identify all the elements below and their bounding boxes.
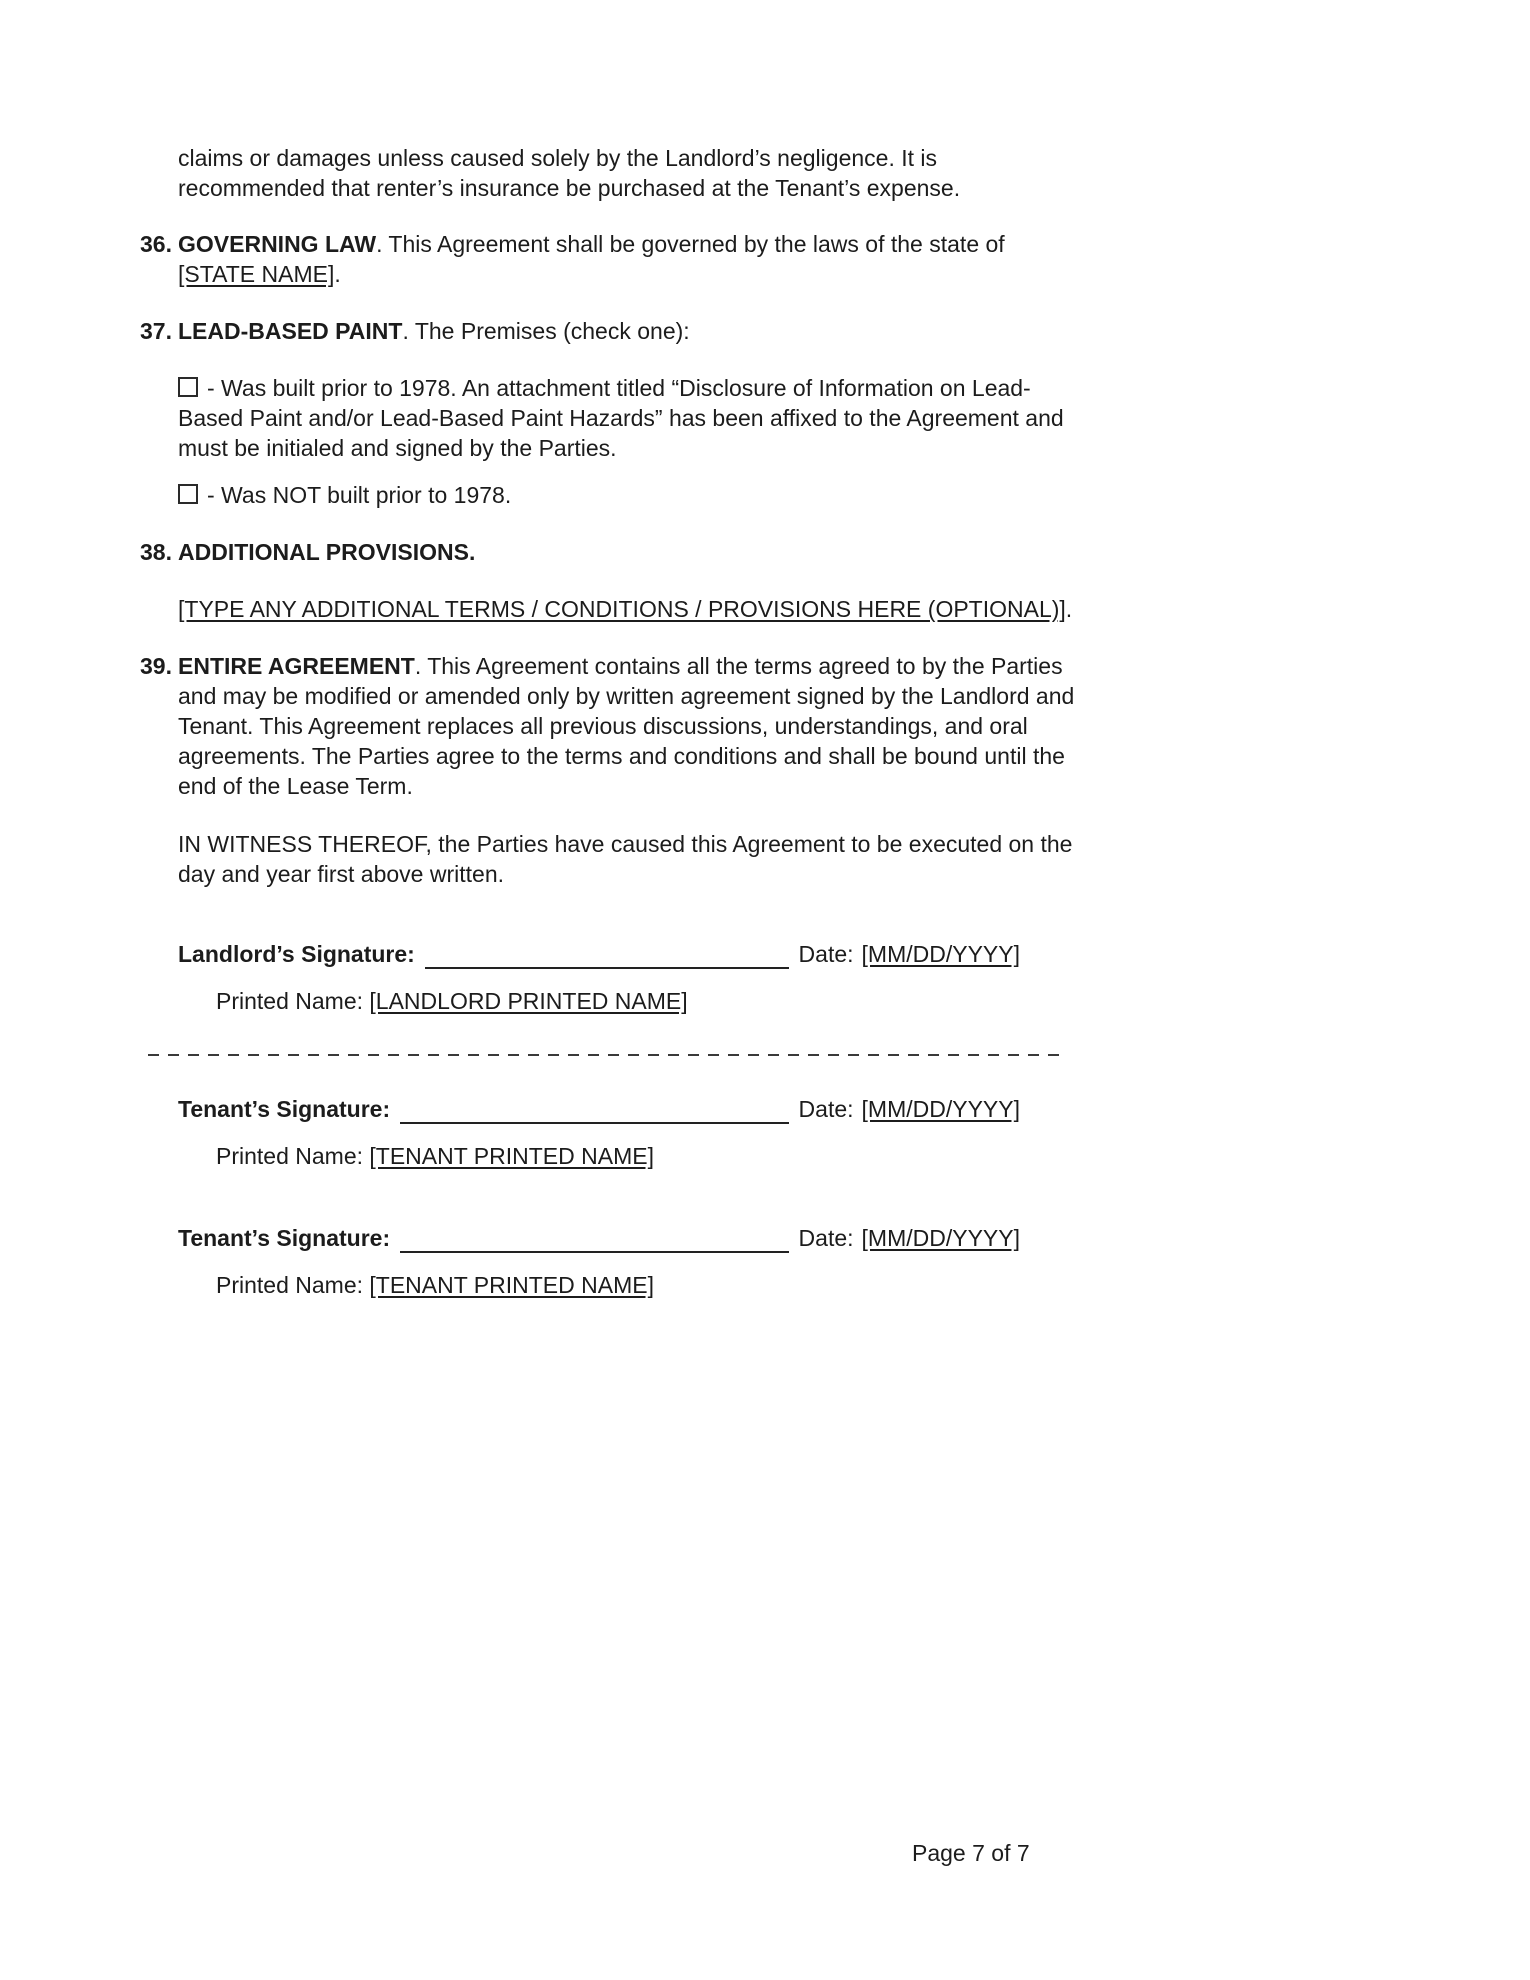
section-39-entire-agreement: [140, 651, 1080, 801]
landlord-printed-name-placeholder[interactable]: [LANDLORD PRINTED NAME]: [369, 988, 688, 1014]
section-36-tail: .: [334, 261, 341, 287]
section-37-body: . The Premises (check one):: [402, 318, 690, 344]
tenant-printed-name-row-2: [140, 1270, 1080, 1300]
section-39-title: ENTIRE AGREEMENT: [178, 653, 415, 679]
lead-paint-option-1-text: - Was built prior to 1978. An attachment titled “Disclosure of Information on Lead-Based Paint and/or Lead-Based Paint Hazards” has been affixed to the Agreement and must be initialed and signed by the Parties.: [178, 375, 1064, 461]
section-37-title: LEAD-BASED PAINT: [178, 318, 403, 344]
page-number-footer: Page 7 of 7: [912, 1840, 1030, 1866]
tenant-date-placeholder-1[interactable]: [MM/DD/YYYY]: [861, 1096, 1020, 1122]
checkbox-built-prior-1978[interactable]: [178, 377, 198, 397]
section-38-number: 38.: [140, 539, 172, 565]
tenant-date-label-1: Date:: [798, 1096, 854, 1122]
document-content: [140, 143, 1080, 1300]
tenant-signature-label-1: Tenant’s Signature:: [178, 1096, 391, 1122]
section-36-title: GOVERNING LAW: [178, 231, 377, 257]
tenant-signature-row-2: [178, 1223, 1020, 1253]
section-37-lead-based-paint: [140, 316, 1080, 346]
state-name-placeholder[interactable]: [STATE NAME]: [178, 261, 335, 287]
landlord-signature-label: Landlord’s Signature:: [178, 941, 415, 967]
tenant-signature-line-1[interactable]: [400, 1094, 788, 1124]
section-38-title: ADDITIONAL PROVISIONS: [178, 539, 469, 565]
continuation-paragraph: claims or damages unless caused solely by the Landlord’s negligence. It is recommended that renter’s insurance be purchased at the Tenant’s expense.: [178, 145, 961, 201]
lead-paint-option-2-text: - Was NOT built prior to 1978.: [207, 482, 512, 508]
landlord-printed-name-label: Printed Name:: [216, 988, 364, 1014]
section-39-body: . This Agreement contains all the terms agreed to by the Parties and may be modified or amended only by written agreement signed by the Landlord and Tenant. This Agreement replaces all previous discussions, understandings, and oral agreements. The Parties agree to the terms and conditions and shall be bound until the end of the Lease Term.: [178, 653, 1075, 799]
checkbox-not-built-prior-1978[interactable]: [178, 484, 198, 504]
additional-provisions-placeholder[interactable]: [TYPE ANY ADDITIONAL TERMS / CONDITIONS / PROVISIONS HERE (OPTIONAL)]: [178, 596, 1066, 622]
tenant-signature-row-1: [178, 1094, 1020, 1124]
landlord-date-placeholder[interactable]: [MM/DD/YYYY]: [861, 941, 1020, 967]
additional-provisions-placeholder-line: [140, 594, 1080, 624]
tenant-printed-name-placeholder-2[interactable]: [TENANT PRINTED NAME]: [369, 1272, 654, 1298]
tenant-date-label-2: Date:: [798, 1225, 854, 1251]
section-36-number: 36.: [140, 231, 172, 257]
section-38-additional-provisions: [140, 537, 1080, 567]
tenant-printed-name-placeholder-1[interactable]: [TENANT PRINTED NAME]: [369, 1143, 654, 1169]
section-36-governing-law: [140, 229, 1080, 289]
landlord-signature-row: [178, 939, 1020, 969]
signature-separator: [148, 1054, 1068, 1056]
witness-paragraph: IN WITNESS THEREOF, the Parties have caused this Agreement to be executed on the day and year first above written.: [178, 831, 1073, 887]
section-38-tail-dot: .: [468, 539, 476, 565]
additional-provisions-tail: .: [1065, 596, 1073, 622]
tenant-printed-name-label-1: Printed Name:: [216, 1143, 364, 1169]
tenant-date-placeholder-2[interactable]: [MM/DD/YYYY]: [861, 1225, 1020, 1251]
landlord-date-label: Date:: [798, 941, 854, 967]
tenant-printed-name-label-2: Printed Name:: [216, 1272, 364, 1298]
section-36-body: . This Agreement shall be governed by the laws of the state of: [376, 231, 1005, 257]
tenant-signature-line-2[interactable]: [400, 1223, 788, 1253]
tenant-signature-label-2: Tenant’s Signature:: [178, 1225, 391, 1251]
section-39-number: 39.: [140, 653, 172, 679]
tenant-printed-name-row-1: [140, 1141, 1080, 1171]
landlord-signature-line[interactable]: [425, 939, 789, 969]
lead-paint-option-1: [140, 373, 1080, 463]
lead-paint-option-2: [140, 480, 1080, 510]
landlord-printed-name-row: [140, 986, 1080, 1016]
section-37-number: 37.: [140, 318, 172, 344]
